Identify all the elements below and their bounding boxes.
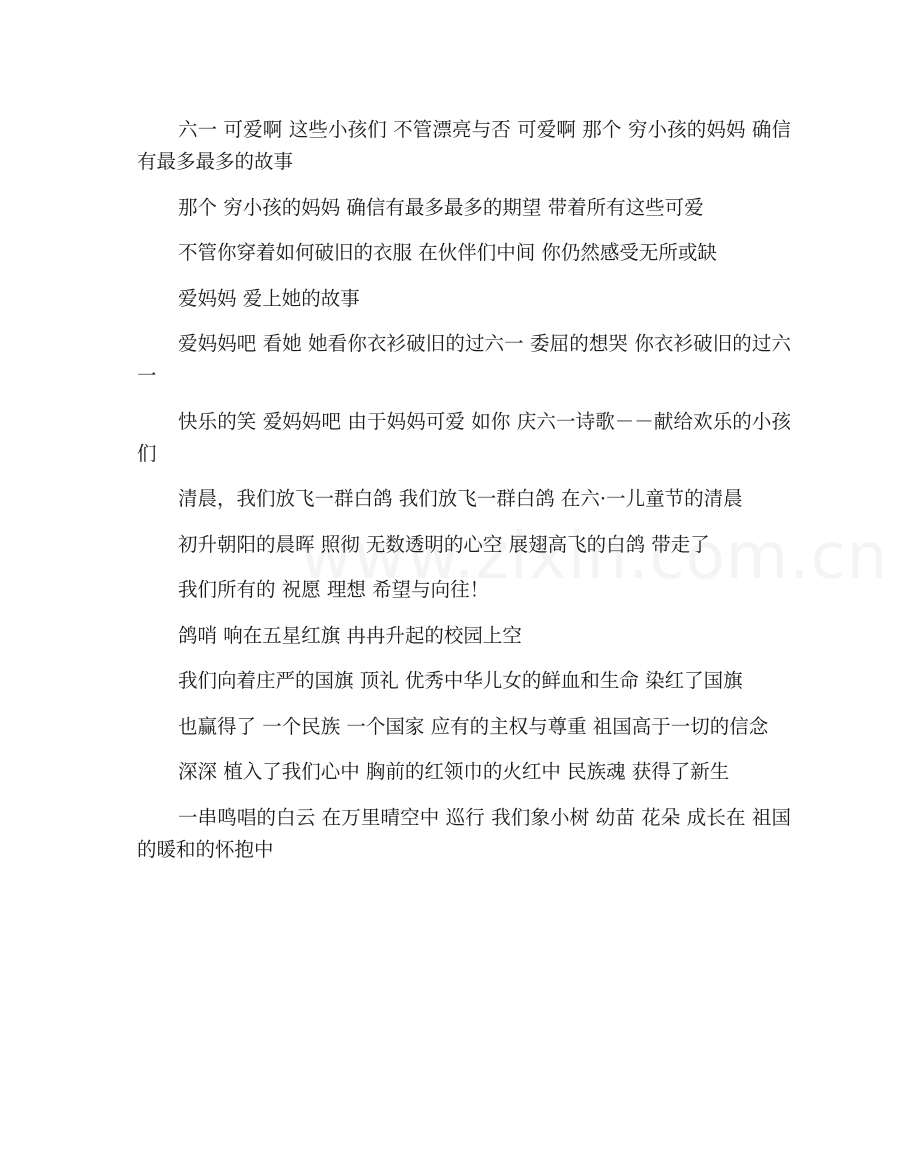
paragraph-2: 那个 穷小孩的妈妈 确信有最多最多的期望 带着所有这些可爱: [178, 195, 704, 219]
paragraph-5: 爱妈妈吧 看她 她看你衣衫破旧的过六一 委屈的想哭 你衣衫破旧的过六一: [137, 332, 791, 387]
paragraph-13: 深深 植入了我们心中 胸前的红领巾的火红中 民族魂 获得了新生: [178, 760, 730, 783]
paragraph-8: 初升朝阳的晨晖 照彻 无数透明的心空 展翅高飞的白鸽 带走了: [178, 532, 710, 556]
paragraph-4: 爱妈妈 爱上她的故事: [178, 286, 360, 310]
paragraph-9: 我们所有的 祝愿 理想 希望与向往！: [178, 578, 490, 601]
paragraph-3: 不管你穿着如何破旧的衣服 在伙伴们中间 你仍然感受无所或缺: [178, 241, 717, 264]
paragraph-12: 也赢得了 一个民族 一个国家 应有的主权与尊重 祖国高于一切的信念: [178, 714, 769, 738]
document-body: [137, 114, 791, 879]
paragraph-6: 快乐的笑 爱妈妈吧 由于妈妈可爱 如你 庆六一诗歌－－献给欢乐的小孩们: [137, 409, 791, 465]
paragraph-7: 清晨，我们放飞一群白鸽 我们放飞一群白鸽 在六·一儿童节的清晨: [178, 487, 743, 510]
paragraph-1: 六一 可爱啊 这些小孩们 不管漂亮与否 可爱啊 那个 穷小孩的妈妈 确信有最多最多的故事: [137, 118, 791, 173]
paragraph-11: 我们向着庄严的国旗 顶礼 优秀中华儿女的鲜血和生命 染红了国旗: [178, 669, 743, 692]
paragraph-14: 一串鸣唱的白云 在万里晴空中 巡行 我们象小树 幼苗 花朵 成长在 祖国的暖和的怀抱中: [137, 805, 791, 861]
paragraph-10: 鸽哨 响在五星红旗 冉冉升起的校园上空: [178, 623, 522, 647]
